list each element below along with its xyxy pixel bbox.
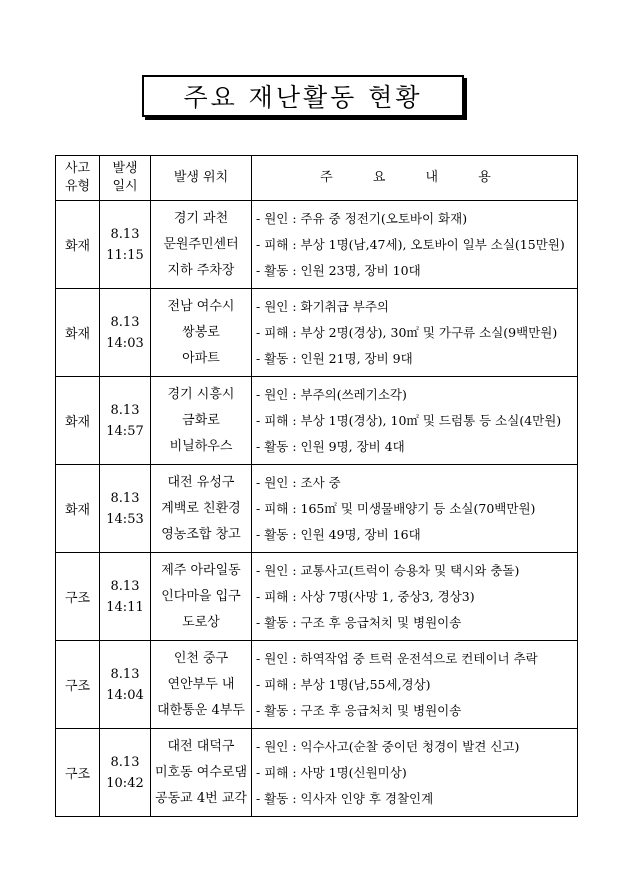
location-line: 비닐하우스 xyxy=(169,438,233,454)
occurrence-time: 14:04 xyxy=(106,687,144,703)
table-row xyxy=(56,729,578,817)
occurrence-time: 14:53 xyxy=(106,511,144,527)
occurrence-time: 14:03 xyxy=(106,335,144,351)
occurrence-date: 8.13 xyxy=(110,754,140,770)
location-line: 대전 대덕구 xyxy=(167,738,235,754)
location-line: 계백로 친환경 xyxy=(161,500,241,516)
details-cell xyxy=(252,729,578,817)
occurrence-date: 8.13 xyxy=(110,314,140,330)
incident-type-cell: 화재 xyxy=(56,201,100,289)
occurrence-datetime-cell xyxy=(100,729,151,817)
page-title: 주요 재난활동 현황 xyxy=(142,75,464,117)
location-line: 지하 주차장 xyxy=(167,262,235,278)
location-line: 대전 유성구 xyxy=(167,474,235,490)
title-frame xyxy=(142,75,464,117)
incident-type-cell: 구조 xyxy=(56,641,100,729)
detail-line: - 피해 : 사망 1명(신원미상) xyxy=(256,764,407,780)
detail-line: - 원인 : 교통사고(트럭이 승용차 및 택시와 충돌) xyxy=(256,562,520,578)
location-line: 도로상 xyxy=(182,614,220,630)
detail-line: - 피해 : 165㎡ 및 미생물배양기 등 소실(70백만원) xyxy=(256,500,536,516)
header-location: 발생 위치 xyxy=(151,156,252,201)
header-date: 발생 일시 xyxy=(100,156,151,201)
occurrence-date: 8.13 xyxy=(110,578,140,594)
table-header-row xyxy=(56,156,578,201)
occurrence-datetime-cell xyxy=(100,641,151,729)
occurrence-datetime-cell xyxy=(100,289,151,377)
details-cell xyxy=(252,289,578,377)
incident-type-cell: 구조 xyxy=(56,553,100,641)
location-cell xyxy=(151,201,252,289)
details-cell xyxy=(252,377,578,465)
location-line: 제주 아라일동 xyxy=(161,562,241,578)
occurrence-date: 8.13 xyxy=(110,490,140,506)
incident-type-cell: 구조 xyxy=(56,729,100,817)
table-row xyxy=(56,289,578,377)
location-line: 영농조합 창고 xyxy=(161,526,241,542)
detail-line: - 원인 : 화기취급 부주의 xyxy=(256,298,390,314)
occurrence-datetime-cell xyxy=(100,377,151,465)
occurrence-date: 8.13 xyxy=(110,402,140,418)
detail-line: - 피해 : 부상 1명(남,47세), 오토바이 일부 소실(15만원) xyxy=(256,236,565,252)
detail-line: - 활동 : 구조 후 응급처치 및 병원이송 xyxy=(256,702,462,718)
detail-line: - 피해 : 사상 7명(사망 1, 중상3, 경상3) xyxy=(256,588,475,604)
incident-type-cell: 화재 xyxy=(56,289,100,377)
occurrence-datetime-cell xyxy=(100,465,151,553)
location-line: 경기 과천 xyxy=(173,210,229,226)
location-cell xyxy=(151,553,252,641)
table-row xyxy=(56,465,578,553)
detail-line: - 활동 : 인원 49명, 장비 16대 xyxy=(256,526,421,542)
occurrence-date: 8.13 xyxy=(110,666,140,682)
location-cell xyxy=(151,377,252,465)
detail-line: - 피해 : 부상 1명(남,55세,경상) xyxy=(256,676,431,692)
detail-line: - 활동 : 인원 21명, 장비 9대 xyxy=(256,350,413,366)
location-line: 대한통운 4부두 xyxy=(157,702,245,718)
detail-line: - 피해 : 부상 2명(경상), 30㎡ 및 가구류 소실(9백만원) xyxy=(256,324,558,340)
details-cell xyxy=(252,641,578,729)
disaster-activity-table xyxy=(55,155,578,817)
table-row xyxy=(56,377,578,465)
location-cell xyxy=(151,641,252,729)
occurrence-time: 14:57 xyxy=(106,423,144,439)
location-cell xyxy=(151,465,252,553)
details-cell xyxy=(252,201,578,289)
table-row xyxy=(56,641,578,729)
location-cell xyxy=(151,729,252,817)
occurrence-datetime-cell xyxy=(100,553,151,641)
table-row xyxy=(56,201,578,289)
detail-line: - 활동 : 인원 23명, 장비 10대 xyxy=(256,262,421,278)
detail-line: - 원인 : 주유 중 정전기(오토바이 화재) xyxy=(256,210,468,226)
detail-line: - 원인 : 익수사고(순찰 중이던 청경이 발견 신고) xyxy=(256,738,520,754)
details-cell xyxy=(252,553,578,641)
occurrence-time: 14:11 xyxy=(106,599,144,615)
detail-line: - 원인 : 부주의(쓰레기소각) xyxy=(256,386,407,402)
location-line: 연안부두 내 xyxy=(167,676,235,692)
location-line: 경기 시흥시 xyxy=(167,386,235,402)
occurrence-time: 10:42 xyxy=(106,775,144,791)
header-details: 주 요 내 용 xyxy=(252,156,578,201)
incident-type-cell: 화재 xyxy=(56,377,100,465)
details-cell xyxy=(252,465,578,553)
location-line: 금화로 xyxy=(182,412,220,428)
detail-line: - 활동 : 익사자 인양 후 경찰인계 xyxy=(256,790,434,806)
location-cell xyxy=(151,289,252,377)
occurrence-datetime-cell xyxy=(100,201,151,289)
occurrence-date: 8.13 xyxy=(110,226,140,242)
incident-type-cell: 화재 xyxy=(56,465,100,553)
location-line: 인천 중구 xyxy=(173,650,229,666)
occurrence-time: 11:15 xyxy=(106,247,144,263)
header-type: 사고 유형 xyxy=(56,156,100,201)
detail-line: - 활동 : 구조 후 응급처치 및 병원이송 xyxy=(256,614,462,630)
location-line: 공동교 4번 교각 xyxy=(155,790,247,806)
location-line: 문원주민센터 xyxy=(163,236,239,252)
location-line: 미호동 여수로댐 xyxy=(154,764,248,780)
location-line: 전남 여수시 xyxy=(167,298,235,314)
location-line: 인다마을 입구 xyxy=(161,588,241,604)
location-line: 아파트 xyxy=(182,350,220,366)
detail-line: - 원인 : 조사 중 xyxy=(256,474,341,490)
location-line: 쌍봉로 xyxy=(182,324,220,340)
table-row xyxy=(56,553,578,641)
detail-line: - 원인 : 하역작업 중 트럭 운전석으로 컨테이너 추락 xyxy=(256,650,538,666)
detail-line: - 활동 : 인원 9명, 장비 4대 xyxy=(256,438,405,454)
detail-line: - 피해 : 부상 1명(경상), 10㎡ 및 드럼통 등 소실(4만원) xyxy=(256,412,562,428)
